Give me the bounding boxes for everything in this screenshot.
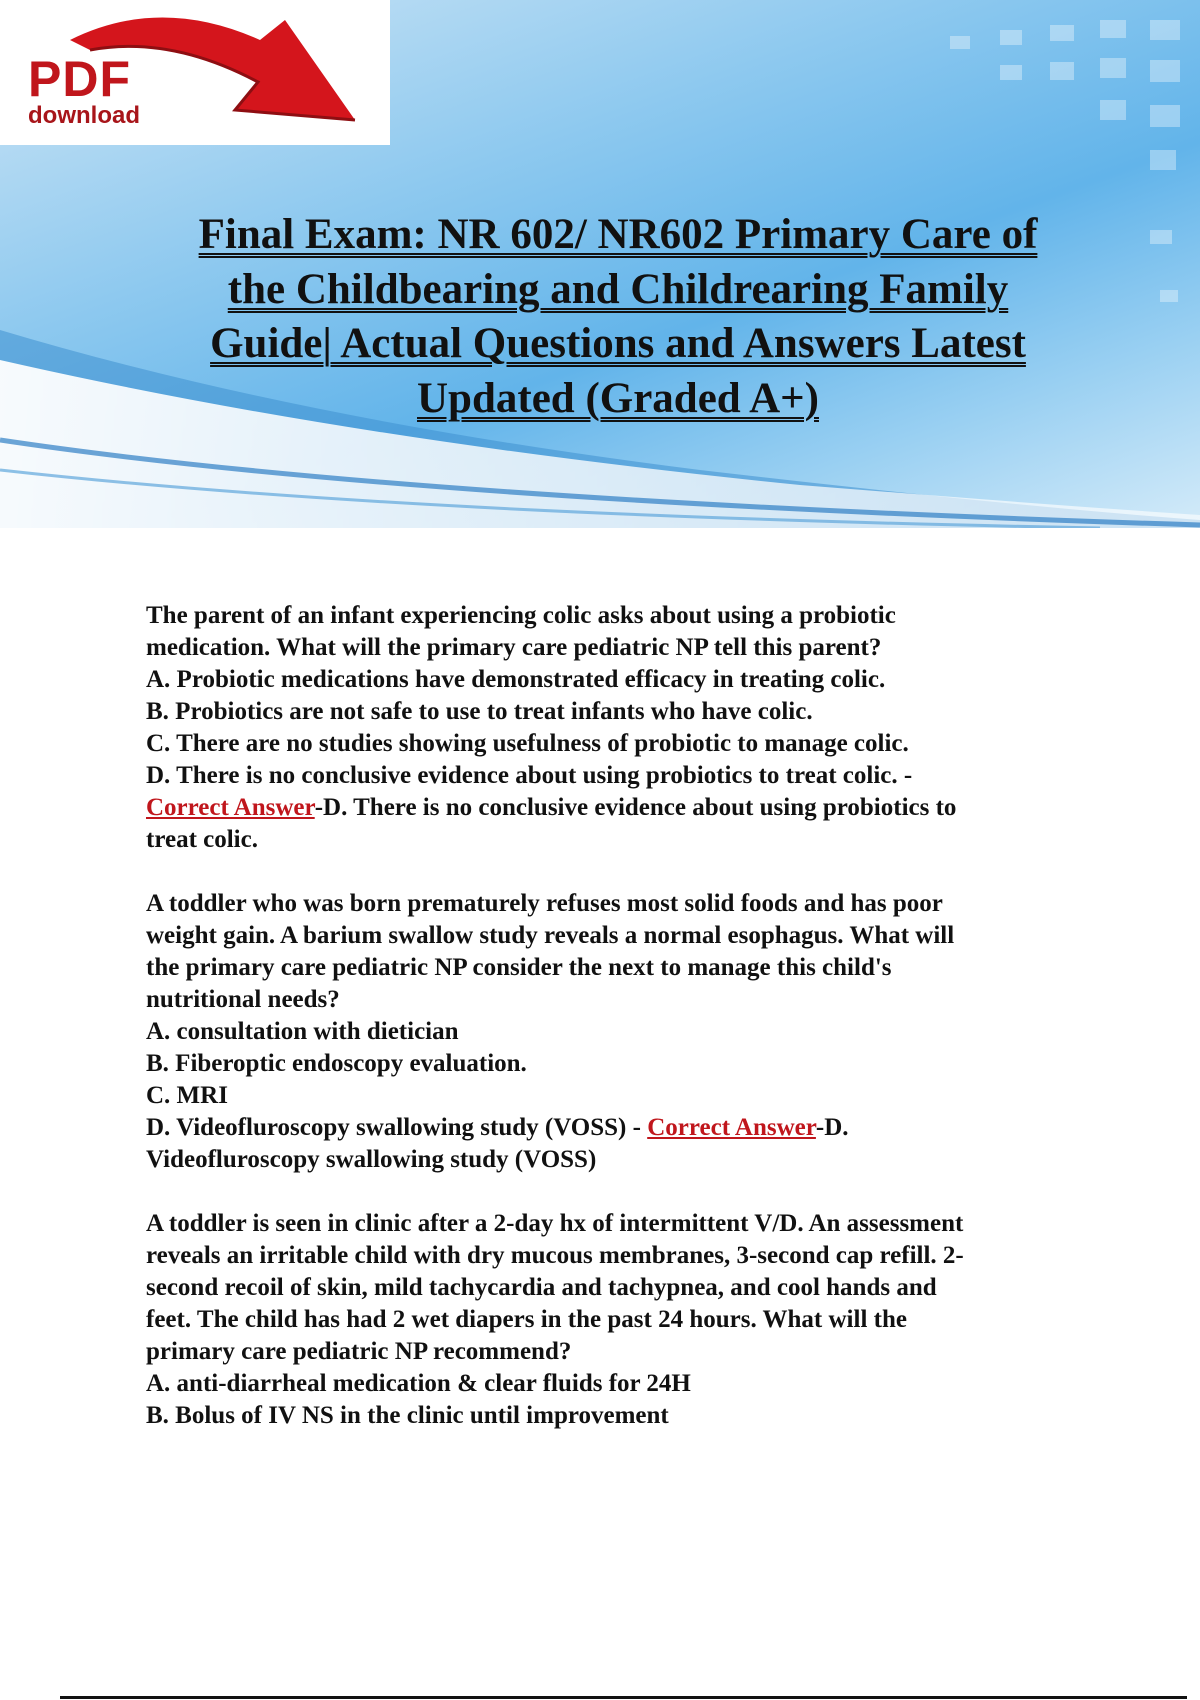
question-line	[146, 920, 1106, 952]
line-text: A toddler is seen in clinic after a 2-day hx of intermittent V/D. An assessment	[146, 1210, 964, 1237]
line-text: C. MRI	[146, 1082, 228, 1109]
line-text: primary care pediatric NP recommend?	[146, 1338, 572, 1365]
line-text: A. anti-diarrheal medication & clear fluids for 24H	[146, 1370, 691, 1397]
question-line	[146, 696, 1106, 728]
question-line	[146, 728, 1106, 760]
question-line	[146, 1208, 1106, 1240]
question-line	[146, 1304, 1106, 1336]
question-line	[146, 792, 1106, 824]
question-line	[146, 1240, 1106, 1272]
line-text: treat colic.	[146, 826, 258, 853]
line-text: Videofluroscopy swallowing study (VOSS)	[146, 1146, 597, 1173]
line-text: B. Probiotics are not safe to use to treat infants who have colic.	[146, 698, 813, 725]
question-line	[146, 1048, 1106, 1080]
logo-text-download: download	[28, 102, 140, 129]
question-line	[146, 664, 1106, 696]
question-line	[146, 1400, 1106, 1432]
question-line	[146, 632, 1106, 664]
correct-answer-link[interactable]: Correct Answer	[647, 1114, 816, 1141]
question-line	[146, 760, 1106, 792]
question-line	[146, 600, 1106, 632]
title-line: Guide| Actual Questions and Answers Latest	[210, 320, 1026, 367]
line-text: A toddler who was born prematurely refuses most solid foods and has poor	[146, 890, 943, 917]
line-text: second recoil of skin, mild tachycardia and tachypnea, and cool hands and	[146, 1274, 937, 1301]
header-banner	[0, 0, 1200, 528]
line-text: feet. The child has had 2 wet diapers in the past 24 hours. What will the	[146, 1306, 907, 1333]
pdf-download-logo	[0, 0, 390, 145]
line-text: D. Videofluroscopy swallowing study (VOSS) -	[146, 1114, 648, 1141]
question-line	[146, 888, 1106, 920]
question-line	[146, 1080, 1106, 1112]
title-line: Updated (Graded A+)	[417, 374, 819, 422]
answer-text: -D.	[815, 1114, 849, 1141]
line-text: B. Bolus of IV NS in the clinic until improvement	[146, 1402, 669, 1429]
question-line	[146, 984, 1106, 1016]
line-text: A. Probiotic medications have demonstrated efficacy in treating colic.	[146, 666, 886, 693]
question-block	[146, 600, 1106, 856]
line-text: The parent of an infant experiencing colic asks about using a probiotic	[146, 602, 896, 629]
line-text: weight gain. A barium swallow study reveals a normal esophagus. What will	[146, 922, 955, 949]
correct-answer-link[interactable]: Correct Answer	[146, 794, 315, 821]
line-text: B. Fiberoptic endoscopy evaluation.	[146, 1050, 527, 1077]
title-line: Final Exam: NR 602/ NR602 Primary Care of	[198, 211, 1038, 258]
question-line	[146, 1144, 1106, 1176]
line-text: C. There are no studies showing usefulness of probiotic to manage colic.	[146, 730, 909, 757]
question-line	[146, 1368, 1106, 1400]
line-text: reveals an irritable child with dry mucous membranes, 3-second cap refill. 2-	[146, 1242, 964, 1269]
question-line	[146, 1112, 1106, 1144]
line-text: nutritional needs?	[146, 986, 340, 1013]
questions-list	[146, 600, 1106, 1464]
question-line	[146, 1272, 1106, 1304]
line-text: medication. What will the primary care pediatric NP tell this parent?	[146, 634, 882, 661]
question-block	[146, 888, 1106, 1176]
question-line	[146, 952, 1106, 984]
question-line	[146, 1336, 1106, 1368]
line-text: D. There is no conclusive evidence about using probiotics to treat colic. -	[146, 762, 913, 789]
line-text: the primary care pediatric NP consider the next to manage this child's	[146, 954, 892, 981]
page-bottom-rule	[60, 1696, 1187, 1699]
logo-text-pdf: PDF	[28, 51, 131, 107]
title-line: the Childbearing and Childrearing Family	[227, 265, 1009, 313]
question-block	[146, 1208, 1106, 1432]
answer-text: -D. There is no conclusive evidence about using probiotics to	[314, 794, 957, 821]
question-line	[146, 1016, 1106, 1048]
line-text: A. consultation with dietician	[146, 1018, 459, 1045]
question-line	[146, 824, 1106, 856]
document-title	[120, 208, 1116, 426]
